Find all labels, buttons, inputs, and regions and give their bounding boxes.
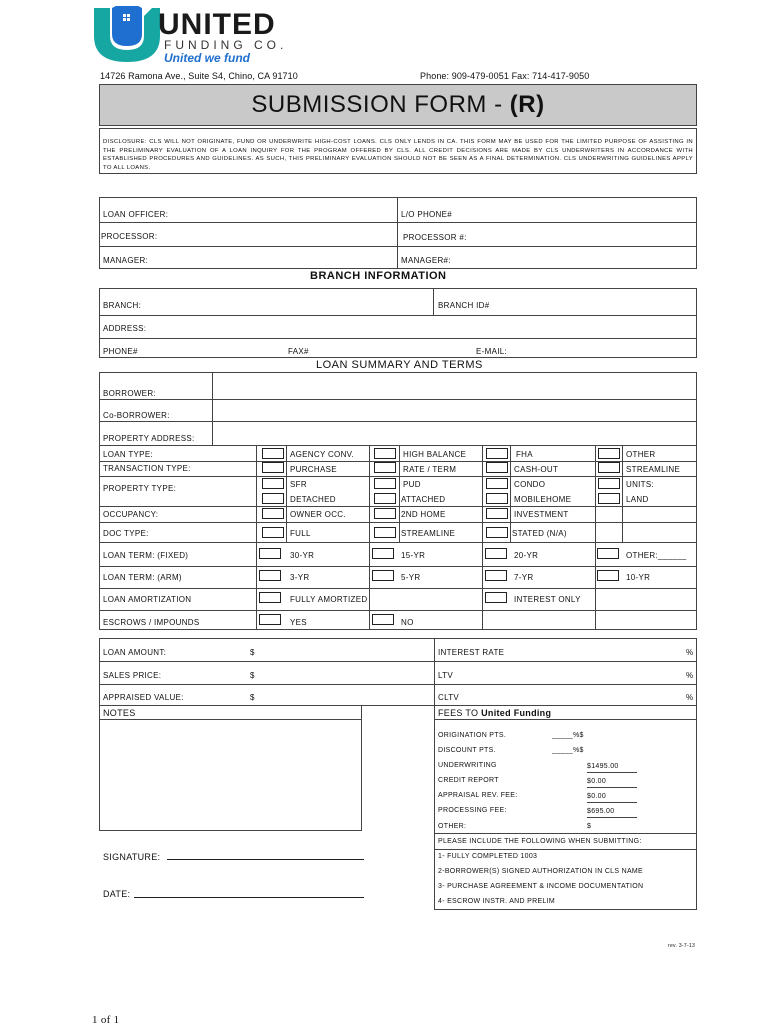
- property-address-field[interactable]: PROPERTY ADDRESS:: [103, 434, 195, 443]
- processing-value[interactable]: $695.00: [587, 807, 637, 818]
- transaction-type-label: TRANSACTION TYPE:: [103, 464, 191, 473]
- yr15-checkbox[interactable]: [372, 548, 394, 559]
- appraised-value-dollar: $: [250, 693, 255, 702]
- loan-heading: LOAN SUMMARY AND TERMS: [316, 359, 483, 371]
- lo-phone-field[interactable]: L/O PHONE#: [401, 210, 453, 219]
- fha-checkbox[interactable]: [486, 448, 508, 459]
- yr3-checkbox[interactable]: [259, 570, 281, 581]
- loan-term-fixed-label: LOAN TERM: (FIXED): [103, 551, 189, 560]
- processor-num-field[interactable]: PROCESSOR #:: [403, 233, 467, 242]
- page-title: SUBMISSION FORM - (R): [251, 91, 545, 118]
- full-doc-label: FULL: [290, 529, 311, 538]
- doc-streamline-checkbox[interactable]: [374, 527, 396, 538]
- sfr-checkbox[interactable]: [262, 478, 284, 489]
- loan-officer-field[interactable]: LOAN OFFICER:: [103, 210, 169, 219]
- sfr-label: SFR: [290, 480, 307, 489]
- credit-report-value[interactable]: $0.00: [587, 777, 637, 788]
- signature-line[interactable]: [167, 859, 364, 860]
- company-subname: FUNDING CO.: [164, 38, 288, 52]
- branch-heading: BRANCH INFORMATION: [310, 270, 447, 282]
- other-term-checkbox[interactable]: [597, 548, 619, 559]
- loan-type-label: LOAN TYPE:: [103, 450, 153, 459]
- house-u-icon: [92, 6, 162, 64]
- yr20-label: 20-YR: [514, 551, 539, 560]
- notes-box[interactable]: [99, 706, 362, 831]
- ltv-field[interactable]: LTV: [438, 671, 453, 680]
- condo-checkbox[interactable]: [486, 478, 508, 489]
- submit-item-3: 3- PURCHASE AGREEMENT & INCOME DOCUMENTATION: [438, 883, 644, 890]
- notes-label: NOTES: [103, 708, 136, 718]
- co-borrower-field[interactable]: Co-BORROWER:: [103, 411, 170, 420]
- processing-label: PROCESSING FEE:: [438, 807, 507, 814]
- detached-label: DETACHED: [290, 495, 336, 504]
- cltv-field[interactable]: CLTV: [438, 693, 460, 702]
- other-loan-type-label: OTHER: [626, 450, 656, 459]
- fully-amortized-checkbox[interactable]: [259, 592, 281, 603]
- attached-label: ATTACHED: [401, 495, 446, 504]
- other-loan-type-checkbox[interactable]: [598, 448, 620, 459]
- doc-streamline-label: STREAMLINE: [401, 529, 456, 538]
- high-balance-checkbox[interactable]: [374, 448, 396, 459]
- escrow-yes-checkbox[interactable]: [259, 614, 281, 625]
- yr5-label: 5-YR: [401, 573, 421, 582]
- rate-term-checkbox[interactable]: [374, 462, 396, 473]
- credit-report-label: CREDIT REPORT: [438, 777, 499, 784]
- loan-term-arm-label: LOAN TERM: (ARM): [103, 573, 182, 582]
- purchase-checkbox[interactable]: [262, 462, 284, 473]
- title-box: [99, 84, 697, 126]
- amortization-label: LOAN AMORTIZATION: [103, 595, 192, 604]
- detached-checkbox[interactable]: [262, 493, 284, 504]
- submit-item-1: 1- FULLY COMPLETED 1003: [438, 853, 538, 860]
- branch-phone-field[interactable]: PHONE#: [103, 347, 138, 356]
- yr30-checkbox[interactable]: [259, 548, 281, 559]
- other-fee-value[interactable]: $: [587, 823, 592, 830]
- other-term-label: OTHER:______: [626, 551, 687, 560]
- amounts-section: [99, 638, 697, 706]
- rate-term-label: RATE / TERM: [403, 465, 457, 474]
- loan-amount-dollar: $: [250, 648, 255, 657]
- escrow-no-checkbox[interactable]: [372, 614, 394, 625]
- agency-conv-label: AGENCY CONV.: [290, 450, 355, 459]
- branch-section: [99, 288, 697, 358]
- land-label: LAND: [626, 495, 649, 504]
- purchase-label: PURCHASE: [290, 465, 337, 474]
- investment-label: INVESTMENT: [514, 510, 569, 519]
- yr15-label: 15-YR: [401, 551, 426, 560]
- escrow-yes-label: YES: [290, 618, 307, 627]
- stated-label: STATED (N/A): [512, 529, 567, 538]
- mobilehome-label: MOBILEHOME: [514, 495, 572, 504]
- appraisal-label: APPRAISAL REV. FEE:: [438, 792, 518, 799]
- branch-email-field[interactable]: E-MAIL:: [476, 347, 507, 356]
- sales-price-field[interactable]: SALES PRICE:: [103, 671, 162, 680]
- appraisal-value[interactable]: $0.00: [587, 792, 637, 803]
- page-number: 1 of 1: [92, 1014, 120, 1024]
- yr7-label: 7-YR: [514, 573, 534, 582]
- cltv-pct: %: [686, 693, 694, 702]
- pud-checkbox[interactable]: [374, 478, 396, 489]
- processor-field[interactable]: PROCESSOR:: [101, 232, 158, 241]
- stated-checkbox[interactable]: [486, 527, 508, 538]
- fees-heading: FEES TO United Funding: [438, 708, 552, 718]
- submit-item-4: 4- ESCROW INSTR. AND PRELIM: [438, 898, 556, 905]
- revision-note: rev. 3-7-13: [668, 943, 696, 949]
- occupancy-label: OCCUPANCY:: [103, 510, 159, 519]
- loan-amount-field[interactable]: LOAN AMOUNT:: [103, 648, 167, 657]
- branch-field[interactable]: BRANCH:: [103, 301, 142, 310]
- date-label: DATE:: [103, 889, 131, 899]
- yr30-label: 30-YR: [290, 551, 315, 560]
- owner-occ-label: OWNER OCC.: [290, 510, 346, 519]
- yr10-label: 10-YR: [626, 573, 651, 582]
- land-checkbox[interactable]: [598, 493, 620, 504]
- second-home-checkbox[interactable]: [374, 508, 396, 519]
- officer-section: [99, 197, 697, 269]
- pud-label: PUD: [403, 480, 421, 489]
- owner-occ-checkbox[interactable]: [262, 508, 284, 519]
- units-checkbox[interactable]: [598, 478, 620, 489]
- underwriting-value[interactable]: $1495.00: [587, 762, 637, 773]
- full-doc-checkbox[interactable]: [262, 527, 284, 538]
- yr3-label: 3-YR: [290, 573, 310, 582]
- date-line[interactable]: [134, 897, 364, 898]
- property-type-label: PROPERTY TYPE:: [103, 484, 177, 493]
- yr20-checkbox[interactable]: [485, 548, 507, 559]
- origination-label: ORIGINATION PTS.: [438, 732, 507, 739]
- interest-only-label: INTEREST ONLY: [514, 595, 581, 604]
- investment-checkbox[interactable]: [486, 508, 508, 519]
- origination-value[interactable]: _____%$: [552, 732, 584, 739]
- sales-price-dollar: $: [250, 671, 255, 680]
- submit-heading: PLEASE INCLUDE THE FOLLOWING WHEN SUBMITTING:: [438, 838, 642, 845]
- branch-address-field[interactable]: ADDRESS:: [103, 324, 147, 333]
- discount-value[interactable]: _____%$: [552, 747, 584, 754]
- signature-label: SIGNATURE:: [103, 852, 161, 862]
- company-name: UNITED: [158, 8, 276, 41]
- branch-id-field[interactable]: BRANCH ID#: [438, 301, 490, 310]
- cash-out-checkbox[interactable]: [486, 462, 508, 473]
- interest-rate-pct: %: [686, 648, 694, 657]
- branch-fax-field[interactable]: FAX#: [288, 347, 309, 356]
- interest-rate-field[interactable]: INTEREST RATE: [438, 648, 505, 657]
- second-home-label: 2ND HOME: [401, 510, 446, 519]
- company-tagline: United we fund: [164, 51, 250, 65]
- ltv-pct: %: [686, 671, 694, 680]
- attached-checkbox[interactable]: [374, 493, 396, 504]
- underwriting-label: UNDERWRITING: [438, 762, 497, 769]
- escrows-label: ESCROWS / IMPOUNDS: [103, 618, 200, 627]
- interest-only-checkbox[interactable]: [485, 592, 507, 603]
- appraised-value-field[interactable]: APPRAISED VALUE:: [103, 693, 184, 702]
- company-address: 14726 Ramona Ave., Suite S4, Chino, CA 91710: [100, 71, 298, 81]
- doc-type-label: DOC TYPE:: [103, 529, 149, 538]
- borrower-field[interactable]: BORROWER:: [103, 389, 156, 398]
- streamline-checkbox[interactable]: [598, 462, 620, 473]
- yr5-checkbox[interactable]: [372, 570, 394, 581]
- manager-num-field[interactable]: MANAGER#:: [401, 256, 451, 265]
- submit-item-2: 2-BORROWER(S) SIGNED AUTHORIZATION IN CLS NAME: [438, 868, 644, 875]
- company-contact: Phone: 909-479-0051 Fax: 714-417-9050: [420, 71, 590, 81]
- units-label: UNITS:: [626, 480, 655, 489]
- streamline-label: STREAMLINE: [626, 465, 681, 474]
- mobilehome-checkbox[interactable]: [486, 493, 508, 504]
- disclosure: DISCLOSURE: CLS WILL NOT ORIGINATE, FUND OR UNDERWRITE HIGH-COST LOANS. CLS ONLY LENDS IN CA. THIS FORM MAY BE USED FOR THE LIMITED PURPOSE OF ASSISTING IN THE PRELIMINARY EVALUATION OF A LOAN INQUIRY FOR THE PROGRAM OFFERED BY CLS. ALL CREDIT DECISIONS ARE MADE BY CLS UNDERWRITERS IN ACCORDANCE WITH ESTABLISHED PROCEDURES AND GUIDELINES. AS SUCH, THIS PRELIMINARY EVALUATION SHOULD NOT BE SEEN AS A FINAL DETERMINATION. CLS UNDERWRITING GUIDELINES APPLY TO ALL LOANS.: [99, 128, 697, 174]
- fha-label: FHA: [516, 450, 533, 459]
- escrow-no-label: NO: [401, 618, 414, 627]
- yr7-checkbox[interactable]: [485, 570, 507, 581]
- cash-out-label: CASH-OUT: [514, 465, 559, 474]
- fully-amortized-label: FULLY AMORTIZED: [290, 595, 368, 604]
- condo-label: CONDO: [514, 480, 546, 489]
- manager-field[interactable]: MANAGER:: [103, 256, 149, 265]
- discount-label: DISCOUNT PTS.: [438, 747, 496, 754]
- high-balance-label: HIGH BALANCE: [403, 450, 467, 459]
- yr10-checkbox[interactable]: [597, 570, 619, 581]
- company-logo: [92, 6, 312, 68]
- other-fee-label: OTHER:: [438, 823, 467, 830]
- agency-conv-checkbox[interactable]: [262, 448, 284, 459]
